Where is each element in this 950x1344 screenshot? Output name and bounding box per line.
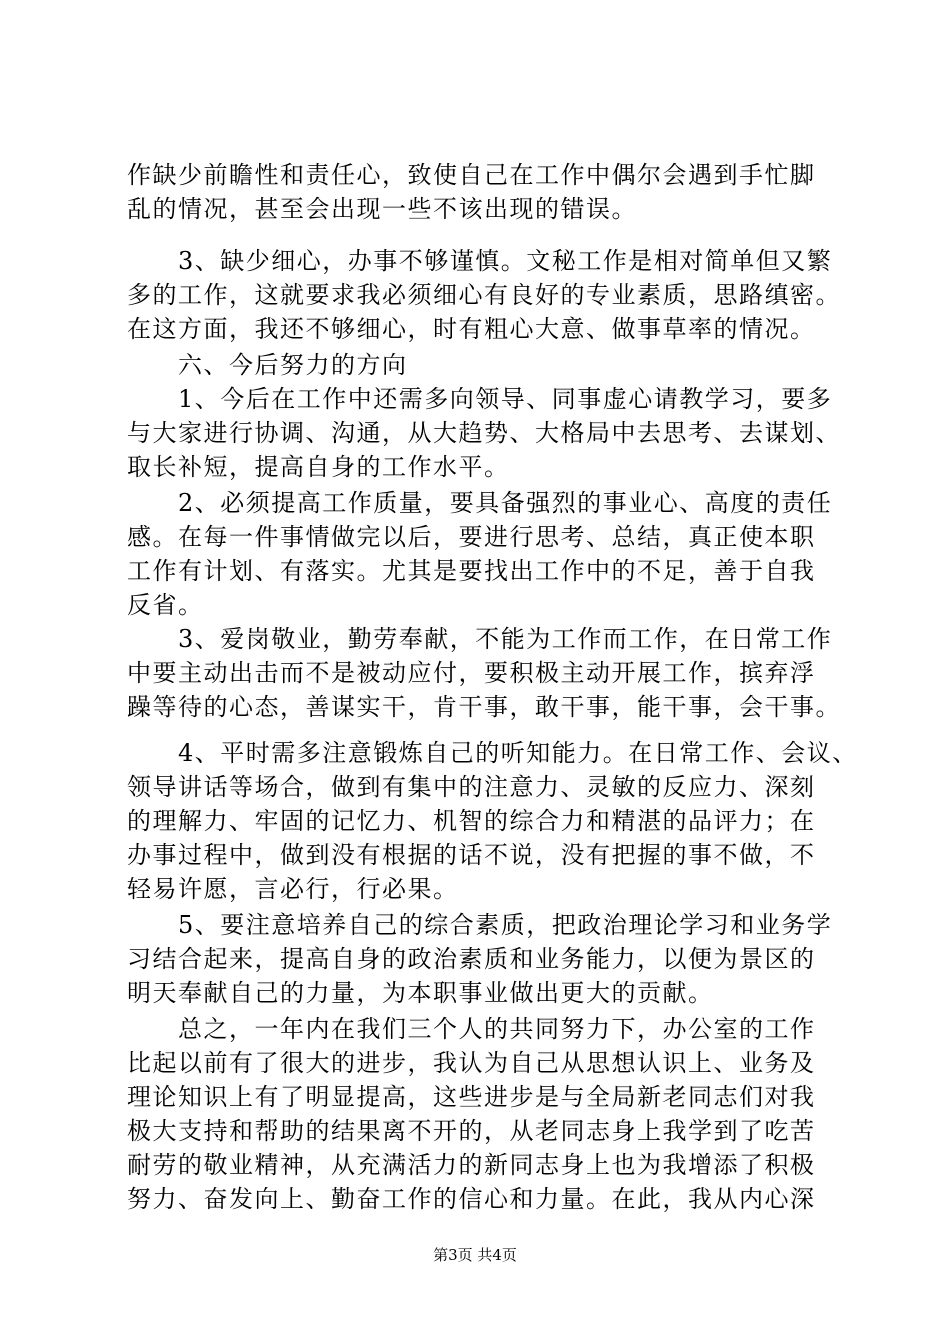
text-line: 努力、奋发向上、勤奋工作的信心和力量。在此，我从内心深 [127,1185,816,1213]
text-line: 领导讲话等场合，做到有集中的注意力、灵敏的反应力、深刻 [127,773,816,801]
text-line: 耐劳的敬业精神，从充满活力的新同志身上也为我增添了积极 [127,1151,816,1179]
text-line: 多的工作，这就要求我必须细心有良好的专业素质，思路缜密。 [127,281,841,309]
text-line: 作缺少前瞻性和责任心，致使自己在工作中偶尔会遇到手忙脚 [127,161,816,189]
text-line: 3、爱岗敬业，勤劳奉献，不能为工作而工作，在日常工作 [127,625,833,653]
text-line: 取长补短，提高自身的工作水平。 [127,453,510,481]
text-line: 轻易许愿，言必行，行必果。 [127,875,459,903]
text-line: 极大支持和帮助的结果离不开的，从老同志身上我学到了吃苦 [127,1117,816,1145]
text-line: 2、必须提高工作质量，要具备强烈的事业心、高度的责任 [127,489,833,517]
text-line: 明天奉献自己的力量，为本职事业做出更大的贡献。 [127,979,714,1007]
text-line: 感。在每一件事情做完以后，要进行思考、总结，真正使本职 [127,523,816,551]
text-line: 比起以前有了很大的进步，我认为自己从思想认识上、业务及 [127,1049,816,1077]
text-line: 3、缺少细心，办事不够谨慎。文秘工作是相对简单但又繁 [127,247,833,275]
text-line: 在这方面，我还不够细心，时有粗心大意、做事草率的情况。 [127,315,816,343]
text-line: 乱的情况，甚至会出现一些不该出现的错误。 [127,195,637,223]
text-line: 工作有计划、有落实。尤其是要找出工作中的不足，善于自我 [127,557,816,585]
text-line: 躁等待的心态，善谋实干，肯干事，敢干事，能干事，会干事。 [127,693,841,721]
text-line: 的理解力、牢固的记忆力、机智的综合力和精湛的品评力；在 [127,807,816,835]
text-line: 习结合起来，提高自身的政治素质和业务能力，以便为景区的 [127,945,816,973]
text-line: 1、今后在工作中还需多向领导、同事虚心请教学习，要多 [127,385,833,413]
text-line: 反省。 [127,591,204,619]
text-line: 总之，一年内在我们三个人的共同努力下，办公室的工作 [127,1015,816,1043]
text-line: 4、平时需多注意锻炼自己的听知能力。在日常工作、会议、 [127,739,858,767]
text-line: 5、要注意培养自己的综合素质，把政治理论学习和业务学 [127,911,833,939]
section-heading: 六、今后努力的方向 [127,351,408,379]
text-line: 理论知识上有了明显提高，这些进步是与全局新老同志们对我 [127,1083,816,1111]
text-line: 与大家进行协调、沟通，从大趋势、大格局中去思考、去谋划、 [127,419,841,447]
page-number: 第3页 共4页 [433,1246,517,1264]
text-line: 办事过程中，做到没有根据的话不说，没有把握的事不做，不 [127,841,816,869]
text-line: 中要主动出击而不是被动应付，要积极主动开展工作，摈弃浮 [127,659,816,687]
